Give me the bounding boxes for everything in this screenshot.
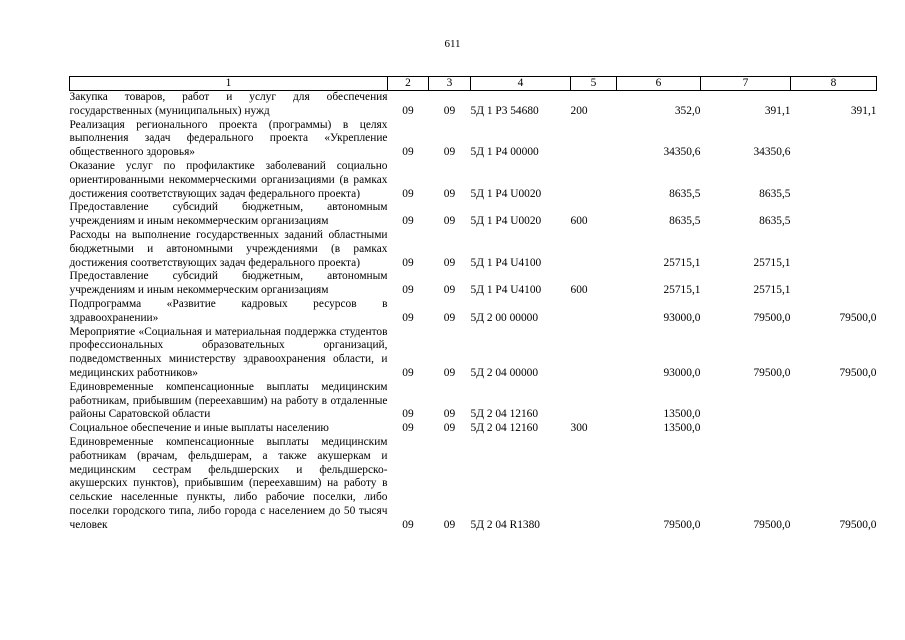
- row-target-article: 5Д 2 04 12160: [470, 422, 539, 435]
- row-section: 09: [402, 422, 414, 435]
- row-target-article: 5Д 2 04 R1380: [470, 518, 540, 531]
- row-section: 09: [402, 187, 414, 200]
- row-amount-col7: 79500,0: [753, 366, 791, 379]
- row-amount-col6: 25715,1: [663, 256, 701, 269]
- row-section: 09: [402, 284, 414, 297]
- row-expense-type: [571, 119, 617, 160]
- row-target-article: 5Д 2 00 00000: [470, 311, 539, 324]
- row-subsection: 09: [443, 518, 456, 531]
- row-target-article: 5Д 1 Р4 U4100: [470, 256, 542, 269]
- row-amount-col8: [791, 201, 877, 229]
- row-expense-type: 200: [570, 104, 588, 117]
- row-amount-col8: 79500,0: [839, 311, 877, 324]
- header-row: [70, 77, 877, 91]
- row-amount-col7: 8635,5: [759, 187, 791, 200]
- table-row: [70, 160, 877, 201]
- column-header-2: 2: [388, 77, 429, 91]
- row-amount-col7: 79500,0: [753, 518, 791, 531]
- table-row: [70, 326, 877, 381]
- row-target-article: 5Д 1 Р4 U0020: [470, 215, 542, 228]
- row-target-article: 5Д 1 Р4 U0020: [470, 187, 542, 200]
- row-amount-col6: 8635,5: [669, 215, 701, 228]
- row-name: Социальное обеспечение и иные выплаты населению: [69, 422, 329, 435]
- row-subsection: 09: [443, 187, 456, 200]
- table-row: [70, 91, 877, 119]
- row-subsection: 09: [443, 408, 456, 421]
- row-name: Единовременные компенсационные выплаты медицинским работникам, прибывшим (переехавшим) на работу в отдаленные районы Саратовской области: [69, 380, 388, 421]
- row-name: Закупка товаров, работ и услуг для обеспечения государственных (муниципальных) нужд: [69, 91, 388, 117]
- table-row: [70, 381, 877, 422]
- row-section: 09: [402, 311, 414, 324]
- column-header-6: 6: [617, 77, 701, 91]
- row-section: 09: [402, 366, 414, 379]
- row-amount-col8: [791, 119, 877, 160]
- row-expense-type: [571, 381, 617, 422]
- table-row: [70, 229, 877, 270]
- row-name: Предоставление субсидий бюджетным, автономным учреждениям и иным некоммерческим организациям: [69, 201, 388, 228]
- table-row: [70, 201, 877, 229]
- row-subsection: 09: [443, 256, 456, 269]
- row-amount-col7: 391,1: [764, 104, 791, 117]
- row-amount-col8: 391,1: [850, 104, 877, 117]
- row-amount-col6: 8635,5: [669, 187, 701, 200]
- table-body: [70, 91, 877, 533]
- row-section: 09: [402, 256, 414, 269]
- row-target-article: 5Д 2 04 12160: [470, 408, 539, 421]
- row-amount-col7: 34350,6: [753, 146, 791, 159]
- row-expense-type: 600: [570, 215, 588, 228]
- column-header-3: 3: [429, 77, 471, 91]
- row-expense-type: [571, 326, 617, 381]
- row-name: Мероприятие «Социальная и материальная поддержка студентов профессиональных образовательных организаций, подведомственных министерству здравоохранения области, и медицинских работников»: [69, 325, 388, 379]
- row-subsection: 09: [443, 422, 456, 435]
- row-subsection: 09: [443, 146, 456, 159]
- row-amount-col6: 352,0: [674, 104, 701, 117]
- row-target-article: 5Д 1 Р3 54680: [470, 104, 539, 117]
- row-expense-type: 600: [570, 284, 588, 297]
- row-expense-type: 300: [570, 422, 588, 435]
- budget-table: [69, 76, 877, 533]
- row-amount-col7: 25715,1: [753, 284, 791, 297]
- row-target-article: 5Д 1 Р4 00000: [470, 146, 539, 159]
- row-target-article: 5Д 1 Р4 U4100: [470, 284, 542, 297]
- row-amount-col8: [791, 160, 877, 201]
- row-amount-col6: 13500,0: [663, 408, 701, 421]
- row-name: Предоставление субсидий бюджетным, автономным учреждениям и иным некоммерческим организациям: [69, 270, 388, 297]
- row-amount-col7: 25715,1: [753, 256, 791, 269]
- row-target-article: 5Д 2 04 00000: [470, 366, 539, 379]
- row-name: Расходы на выполнение государственных заданий областными бюджетными и автономными учреждениями (в рамках достижения соответствующих задач федерального проекта): [69, 228, 388, 269]
- table-row: [70, 298, 877, 326]
- table-row: [70, 436, 877, 533]
- row-name: Единовременные компенсационные выплаты медицинским работникам (врачам, фельдшерам, а также акушеркам и медицинским сестрам фельдшерских и фельдшерско-акушерских пунктов), прибывшим (переехавшим) на работу в сельские населенные пункты, либо рабочие поселки, либо поселки городского типа, либо города с населением до 50 тысяч человек: [69, 435, 388, 531]
- column-header-4: 4: [471, 77, 571, 91]
- row-expense-type: [571, 229, 617, 270]
- row-amount-col8: [791, 229, 877, 270]
- row-subsection: 09: [443, 284, 456, 297]
- page-number: 611: [444, 38, 461, 50]
- column-header-7: 7: [701, 77, 791, 91]
- row-amount-col6: 79500,0: [663, 518, 701, 531]
- row-expense-type: [571, 160, 617, 201]
- row-amount-col7: [701, 381, 791, 422]
- row-expense-type: [571, 436, 617, 533]
- row-expense-type: [571, 298, 617, 326]
- row-amount-col6: 93000,0: [663, 366, 701, 379]
- row-subsection: 09: [443, 366, 456, 379]
- row-amount-col8: [791, 422, 877, 436]
- row-amount-col7: [701, 422, 791, 436]
- row-section: 09: [402, 104, 414, 117]
- column-header-8: 8: [791, 77, 877, 91]
- row-section: 09: [402, 215, 414, 228]
- column-header-1: 1: [70, 77, 388, 91]
- row-section: 09: [402, 408, 414, 421]
- column-header-5: 5: [571, 77, 617, 91]
- row-amount-col8: [791, 270, 877, 298]
- row-amount-col8: [791, 381, 877, 422]
- row-amount-col7: 79500,0: [753, 311, 791, 324]
- row-subsection: 09: [443, 311, 456, 324]
- row-amount-col6: 34350,6: [663, 146, 701, 159]
- row-amount-col8: 79500,0: [839, 518, 877, 531]
- row-name: Подпрограмма «Развитие кадровых ресурсов в здравоохранении»: [69, 297, 388, 324]
- row-amount-col7: 8635,5: [759, 215, 791, 228]
- row-amount-col6: 25715,1: [663, 284, 701, 297]
- row-section: 09: [402, 518, 414, 531]
- table-row: [70, 119, 877, 160]
- row-subsection: 09: [443, 104, 456, 117]
- row-subsection: 09: [443, 215, 456, 228]
- row-name: Оказание услуг по профилактике заболеваний социально ориентированными некоммерческими организациями (в рамках достижения соответствующих задач федерального проекта): [69, 159, 388, 200]
- row-amount-col6: 93000,0: [663, 311, 701, 324]
- row-amount-col8: 79500,0: [839, 366, 877, 379]
- table-header: [70, 77, 877, 91]
- table-row: [70, 270, 877, 298]
- row-amount-col6: 13500,0: [663, 422, 701, 435]
- row-section: 09: [402, 146, 414, 159]
- table-row: [70, 422, 877, 436]
- row-name: Реализация регионального проекта (программы) в целях выполнения задач федерального проекта «Укрепление общественного здоровья»: [69, 118, 388, 159]
